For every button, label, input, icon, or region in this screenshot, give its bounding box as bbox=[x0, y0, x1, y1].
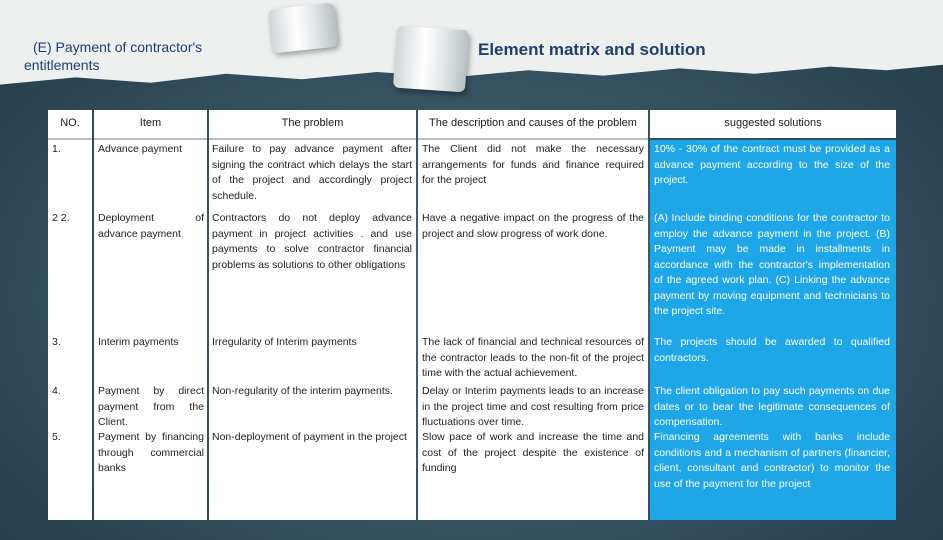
page-title: Element matrix and solution bbox=[478, 40, 706, 59]
header-problem: The problem bbox=[209, 112, 416, 136]
row2-description: Have a negative impact on the progress of the project and slow progress of work done. bbox=[422, 212, 644, 240]
row4-item: Payment by direct payment from the Client. bbox=[98, 385, 204, 428]
row1-no: 1. bbox=[52, 143, 61, 155]
row3-description: The lack of financial and technical resources of the contractor leads to the non-fit of the project time with the actual achievement. bbox=[422, 336, 644, 379]
row5-problem: Non-deployment of payment in the project bbox=[212, 431, 407, 443]
section-title: (E) Payment of contractor's entitlements bbox=[24, 39, 203, 73]
row3-no: 3. bbox=[52, 336, 61, 348]
row4-no: 4. bbox=[52, 385, 61, 397]
header-item: Item bbox=[94, 112, 207, 136]
row3-solution: The projects should be awarded to qualified contractors. bbox=[654, 336, 890, 364]
header-description: The description and causes of the problem bbox=[418, 112, 648, 136]
row4-problem: Non-regularity of the interim payments. bbox=[212, 385, 393, 397]
paper-roll-decoration bbox=[268, 3, 338, 54]
row2-no: 2 2. bbox=[52, 212, 70, 224]
row5-solution: Financing agreements with banks include conditions and a mechanism of partners (financier, client, consultant and contractor) to monitor the use of the payment for the project bbox=[654, 431, 890, 490]
row1-description: The Client did not make the necessary arrangements for funds and finance required for the project bbox=[422, 143, 644, 186]
row5-item: Payment by financing through commercial banks bbox=[98, 431, 204, 474]
header-solution: suggested solutions bbox=[650, 112, 896, 136]
row1-item: Advance payment bbox=[98, 143, 183, 155]
row5-no: 5. bbox=[52, 431, 61, 443]
header-no: NO. bbox=[48, 112, 92, 136]
column-no-bg bbox=[48, 110, 92, 520]
header-divider bbox=[48, 138, 896, 140]
row4-solution: The client obligation to pay such payments on due dates or to bear the legitimate consequences of compensation. bbox=[654, 385, 890, 428]
row3-item: Interim payments bbox=[98, 336, 179, 348]
row4-description: Delay or Interim payments leads to an increase in the project time and cost resulting from price fluctuations over time. bbox=[422, 385, 644, 428]
row3-problem: Irregularity of Interim payments bbox=[212, 336, 357, 348]
row2-item: Deployment of advance payment bbox=[98, 212, 204, 240]
row5-description: Slow pace of work and increase the time and cost of the project despite the existence of funding bbox=[422, 431, 644, 474]
row2-problem: Contractors do not deploy advance payment in project activities . and use payments to solve contractor financial problems as solutions to other obligations bbox=[212, 212, 412, 271]
row1-problem: Failure to pay advance payment after signing the contract which delays the start of the project and accordingly project schedule. bbox=[212, 143, 412, 202]
row1-solution: 10% - 30% of the contract must be provided as a advance payment according to the size of the project. bbox=[654, 143, 890, 186]
paper-roll-decoration bbox=[393, 26, 469, 93]
row2-solution: (A) Include binding conditions for the contractor to employ the advance payment in the project. (B) Payment may be made in installments in accordance with the contractor's implementation of the agreed work plan. (C) Linking the advance payment by moving equipment and technicians to the project site. bbox=[654, 212, 890, 317]
